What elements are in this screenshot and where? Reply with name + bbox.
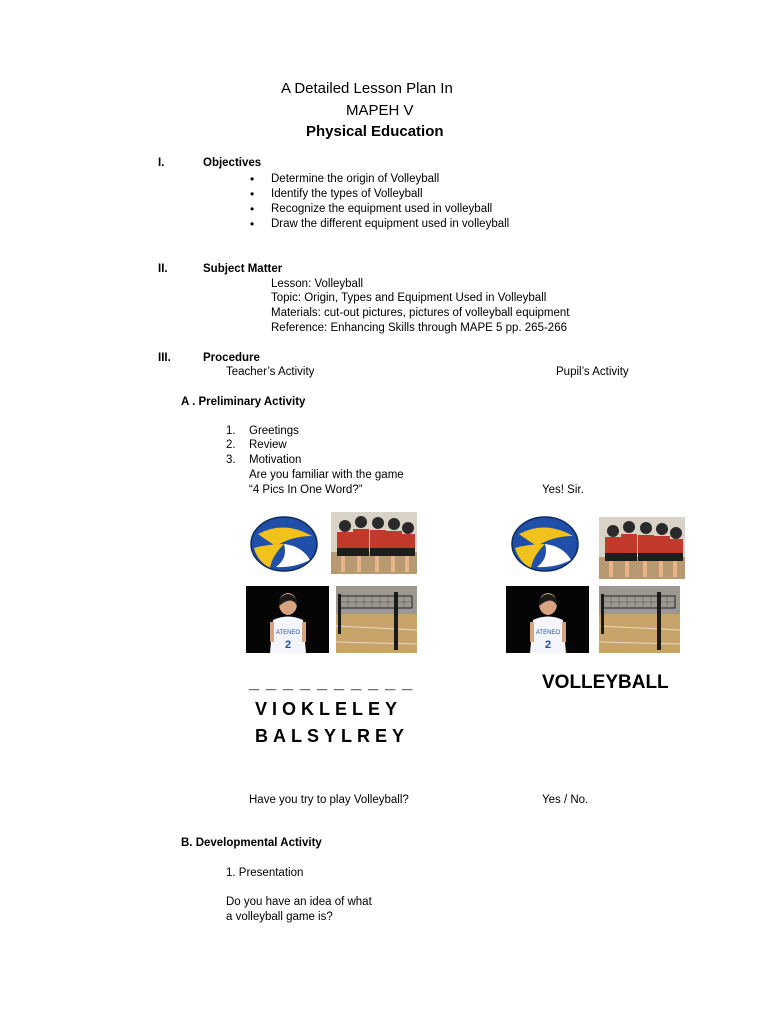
play-question: Have you try to play Volleyball? [249, 794, 409, 806]
player-picture-answer [506, 586, 589, 653]
step-label: Greetings [249, 425, 299, 437]
objective-item: • Draw the different equipment used in volleyball [271, 218, 509, 230]
subject-line: Reference: Enhancing Skills through MAPE 5 pp. 265-266 [271, 322, 567, 334]
answer-word: VOLLEYBALL [542, 672, 669, 693]
preliminary-heading: A . Preliminary Activity [181, 396, 306, 408]
svg-text:ATENEO: ATENEO [535, 630, 561, 636]
subject-line: Topic: Origin, Types and Equipment Used in Volleyball [271, 292, 547, 304]
scrambled-letters-line1: VIOKLELEY [255, 699, 403, 719]
procedure-numeral: III. [158, 352, 171, 364]
pupil-activity-label: Pupil’s Activity [556, 366, 629, 378]
objective-item: • Determine the origin of Volleyball [271, 173, 439, 185]
svg-text:2: 2 [544, 639, 552, 651]
teacher-activity-label: Teacher’s Activity [226, 366, 315, 378]
procedure-heading: Procedure [203, 352, 260, 364]
play-answer: Yes / No. [542, 794, 589, 806]
motivation-question-line2: “4 Pics In One Word?” [249, 484, 363, 496]
team-huddle-picture [331, 512, 417, 574]
svg-text:ATENEO: ATENEO [275, 630, 301, 636]
step-label: Motivation [249, 454, 302, 466]
volleyball-picture-answer [507, 512, 583, 574]
title-line1: A Detailed Lesson Plan In [281, 80, 453, 97]
objectives-numeral: I. [158, 157, 165, 169]
scrambled-letters-line2: BALSYLREY [255, 726, 410, 746]
presentation-question-line1: Do you have an idea of what [226, 896, 372, 908]
motivation-answer: Yes! Sir. [542, 484, 584, 496]
net-picture [336, 586, 417, 653]
net-picture-answer [599, 586, 680, 653]
objective-item: • Recognize the equipment used in volleyball [271, 203, 492, 215]
step-number: 2. [226, 439, 236, 451]
step-number: 1. [226, 425, 236, 437]
subject-line: Lesson: Volleyball [271, 278, 364, 290]
title-line3: Physical Education [306, 123, 444, 140]
title-line2: MAPEH V [346, 102, 414, 119]
objective-item: • Identify the types of Volleyball [271, 188, 423, 200]
presentation-label: 1. Presentation [226, 867, 304, 879]
motivation-question-line1: Are you familiar with the game [249, 469, 404, 481]
player-picture [246, 586, 329, 653]
team-huddle-picture-answer [599, 517, 685, 579]
developmental-heading: B. Developmental Activity [181, 837, 322, 849]
subject-heading: Subject Matter [203, 263, 283, 275]
subject-numeral: II. [158, 263, 168, 275]
presentation-question-line2: a volleyball game is? [226, 911, 333, 923]
volleyball-picture [246, 512, 322, 574]
objectives-heading: Objectives [203, 157, 262, 169]
answer-blanks: _ _ _ _ _ _ _ _ _ _ [249, 672, 414, 692]
subject-line: Materials: cut-out pictures, pictures of volleyball equipment [271, 307, 570, 319]
step-label: Review [249, 439, 287, 451]
step-number: 3. [226, 454, 236, 466]
svg-text:2: 2 [284, 639, 292, 651]
